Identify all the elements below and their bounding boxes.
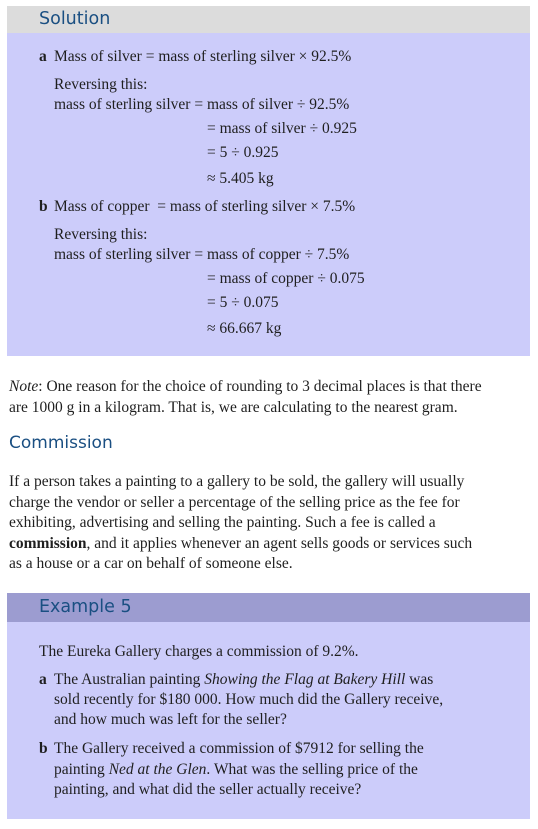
note-paragraph [9,377,531,418]
example-a-line3: and how much was left for the seller? [54,711,287,728]
example-a-line1: The Australian painting Showing the Flag at Bakery Hill was [54,671,434,688]
solution-title: Solution [7,6,530,33]
part-b-step1: mass of sterling silver = mass of copper ÷ 7.5% [54,246,350,263]
commission-heading: Commission [9,433,113,453]
example-b-label: b [39,740,48,757]
commission-paragraph [9,472,531,575]
part-a-step3: = 5 ÷ 0.925 [207,144,279,161]
note-label: Note [9,378,39,395]
part-b-step2: = mass of copper ÷ 0.075 [207,270,365,287]
commission-line-5: as a house or a car on behalf of someone else. [9,555,293,572]
part-b-reversing: Reversing this: [54,226,148,243]
commission-line-4: commission, and it applies whenever an agent sells goods or services such [9,534,473,552]
part-a-step4: ≈ 5.405 kg [207,170,274,187]
painting-title-b: Ned at the Glen [108,761,207,778]
part-b-equation: Mass of copper = mass of sterling silver × 7.5% [54,198,356,215]
part-b-step4: ≈ 66.667 kg [207,320,282,337]
part-a-reversing: Reversing this: [54,76,148,93]
part-b-step3: = 5 ÷ 0.075 [207,294,279,311]
part-a-step1: mass of sterling silver = mass of silver ÷ 92.5% [54,96,350,113]
note-line-1: Note: One reason for the choice of rounding to 3 decimal places is that there [9,378,482,395]
part-a-label: a [39,48,47,65]
example-a-label: a [39,671,47,688]
example-b-line3: painting, and what did the seller actually receive? [54,781,362,798]
example-b-line1: The Gallery received a commission of $7912 for selling the [54,740,424,757]
part-a-step2: = mass of silver ÷ 0.925 [207,120,357,137]
painting-title-a: Showing the Flag at Bakery Hill [204,671,406,688]
example-title: Example 5 [7,593,530,622]
part-a-equation: Mass of silver = mass of sterling silver × 92.5% [54,48,352,65]
part-b-label: b [39,198,48,215]
note-line-2: are 1000 g in a kilogram. That is, we are calculating to the nearest gram. [9,398,458,416]
commission-line-2: charge the vendor or seller a percentage of the selling price as the fee for [9,493,460,511]
commission-term: commission [9,534,87,552]
example-intro: The Eureka Gallery charges a commission of 9.2%. [39,643,359,660]
commission-line-1: If a person takes a painting to a gallery to be sold, the gallery will usually [9,473,465,490]
example-b-line2: painting Ned at the Glen. What was the selling price of the [54,761,418,778]
commission-line-3: exhibiting, advertising and selling the painting. Such a fee is called a [9,514,436,531]
example-a-line2: sold recently for $180 000. How much did the Gallery receive, [54,691,444,708]
